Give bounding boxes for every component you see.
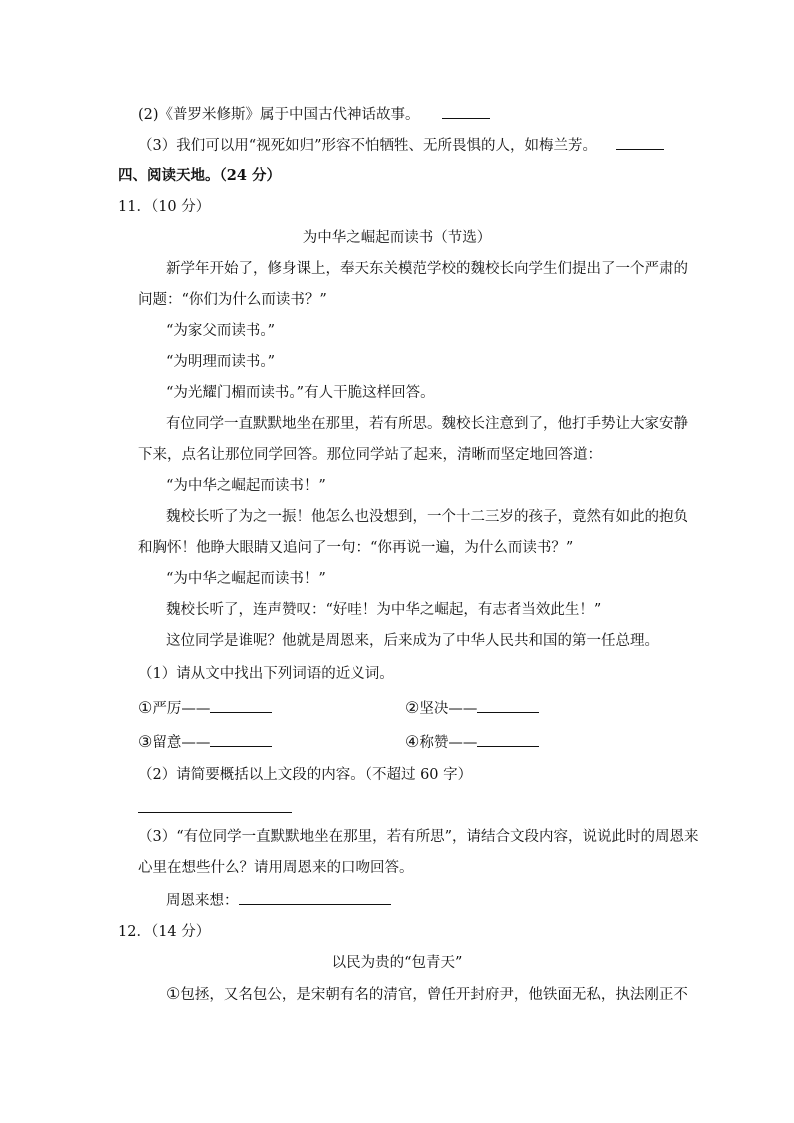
q11-sub3-prompt-line1: （3）“有位同学一直默默地坐在那里，若有所思”，请结合文段内容，说说此时的周恩来: [138, 829, 699, 845]
q11-sub2-prompt: （2）请简要概括以上文段的内容。（不超过 60 字）: [138, 767, 473, 783]
synonym-answer-blank[interactable]: [210, 698, 272, 713]
q11-passage-line: “为家父而读书。”: [166, 323, 276, 339]
q11-passage-line: 和胸怀！他睁大眼睛又追问了一句：“你再说一遍，为什么而读书？”: [138, 540, 574, 556]
q11-passage-line: 这位同学是谁呢？他就是周恩来，后来成为了中华人民共和国的第一任总理。: [166, 633, 659, 649]
synonym-item-3: [138, 732, 272, 752]
synonym-number: ②: [405, 698, 420, 717]
tf-question-2: [138, 104, 490, 124]
q11-passage-title: 为中华之崛起而读书（节选）: [302, 230, 492, 246]
synonym-item-1: [138, 698, 272, 718]
q11-sub3-prompt-line2: 心里在想些什么？请用周恩来的口吻回答。: [138, 860, 414, 876]
q11-header: 11．（10 分）: [118, 199, 211, 215]
synonym-word: 留意——: [152, 735, 211, 751]
tf-question-3-text: （3）我们可以用“视死如归”形容不怕牺牲、无所畏惧的人，如梅兰芳。: [138, 138, 598, 154]
synonym-word: 称赞——: [419, 735, 478, 751]
q11-passage-line: 下来，点名让那位同学回答。那位同学站了起来，清晰而坚定地回答道：: [138, 447, 602, 463]
q11-passage-line: “为中华之崛起而读书！”: [166, 478, 326, 494]
synonym-number: ①: [138, 698, 153, 717]
q11-sub2-answer-blank[interactable]: [138, 812, 292, 813]
synonym-item-2: [405, 698, 539, 718]
synonym-number: ③: [138, 732, 153, 751]
q11-sub1-prompt: （1）请从文中找出下列词语的近义词。: [138, 666, 394, 682]
q11-passage-line: 新学年开始了，修身课上，奉天东关模范学校的魏校长向学生们提出了一个严肃的: [166, 261, 688, 277]
q12-passage-line: [166, 984, 688, 1004]
synonym-answer-blank[interactable]: [210, 732, 272, 747]
q11-passage-line: 魏校长听了，连声赞叹：“好哇！为中华之崛起，有志者当效此生！”: [166, 602, 602, 618]
paragraph-number: ①: [166, 984, 181, 1003]
synonym-word: 严厉——: [152, 701, 211, 717]
q11-passage-line: 问题：“你们为什么而读书？”: [138, 292, 327, 308]
synonym-item-4: [405, 732, 539, 752]
zhou-thought-label: 周恩来想：: [166, 893, 239, 909]
q11-passage-line: “为明理而读书。”: [166, 354, 276, 370]
tf-answer-3-blank[interactable]: [616, 135, 664, 150]
synonym-answer-blank[interactable]: [477, 732, 539, 747]
q12-paragraph-1-text: 包拯，又名包公，是宋朝有名的清官，曾任开封府尹，他铁面无私，执法刚正不: [180, 987, 688, 1003]
section-title: 四、阅读天地。（24 分）: [118, 167, 281, 184]
q12-header: 12．（14 分）: [118, 924, 211, 940]
synonym-word: 坚决——: [419, 701, 478, 717]
q11-passage-line: 魏校长听了为之一振！他怎么也没想到，一个十二三岁的孩子，竟然有如此的抱负: [166, 509, 688, 525]
synonym-answer-blank[interactable]: [477, 698, 539, 713]
q12-passage-title: 以民为贵的“包青天”: [331, 955, 463, 971]
q11-passage-line: “为光耀门楣而读书。”有人干脆这样回答。: [166, 385, 435, 401]
tf-answer-2-blank[interactable]: [442, 104, 490, 119]
zhou-thought-row: [166, 890, 391, 910]
q11-passage-line: 有位同学一直默默地坐在那里，若有所思。魏校长注意到了，他打手势让大家安静: [166, 416, 688, 432]
tf-question-3: [138, 135, 664, 155]
zhou-thought-answer-blank[interactable]: [239, 890, 391, 905]
q11-passage-line: “为中华之崛起而读书！”: [166, 571, 326, 587]
tf-question-2-text: (2)《普罗米修斯》属于中国古代神话故事。: [138, 107, 420, 123]
synonym-number: ④: [405, 732, 420, 751]
